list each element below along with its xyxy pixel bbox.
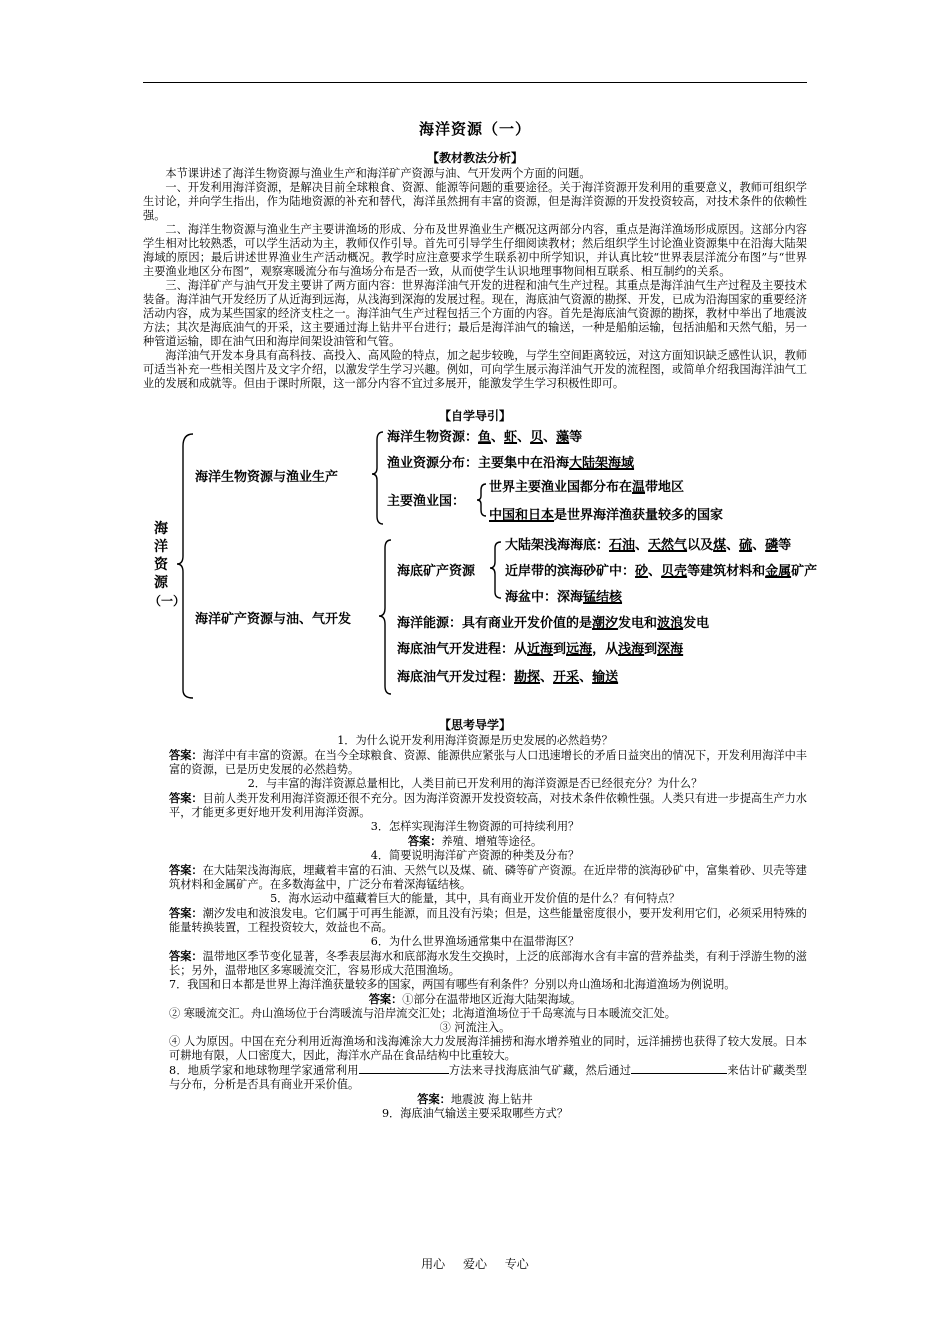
paragraph: 三、海洋矿产与油气开发主要讲了两方面内容：世界海洋油气开发的进程和油气生产过程。其重点是海洋油气生产过程及主要技术装备。海洋油气开发经历了从近海到远海，从浅海到深海的发展过程。现在，海底油气资源的勘探、开发，已成为沿海国家的重要经济活动内容，成为某些国家的经济支柱之一。海洋油气生产过程包括三个方面的内容。首先是海底油气资源的勘探，教材中举出了地震波方法；其次是海底油气的开采，这主要通过海上钻井平台进行；最后是海洋油气的输送，一种是船舶运输，包括油船和天然气船，另一种管道运输，即在油气田和海岸间架设油管和气管。 [143,279,807,348]
node-coastal-placer: 近岸带的滨海砂矿中：砂、贝壳等建筑材料和金属矿产 [505,564,818,579]
answer-4: 答案：在大陆架浅海海底，埋藏着丰富的石油、天然气以及煤、硫、磷等矿产资源。在近岸带的滨海砂矿中，富集着砂、贝壳等建筑材料和金属矿产。在多数海盆中，广泛分布着深海锰结核。 [169,863,807,891]
node-shelf-minerals: 大陆架浅海海底：石油、天然气以及煤、硫、磷等 [505,538,792,553]
node-fishery-distribution: 渔业资源分布：主要集中在沿海大陆架海域 [387,456,635,471]
branch-mineral: 海洋矿产资源与油、气开发 [195,612,352,627]
node-bio-resources: 海洋生物资源：鱼、虾、贝、藻等 [387,430,583,445]
paragraph: 本节课讲述了海洋生物资源与渔业生产和海洋矿产资源与油、气开发两个方面的问题。 [165,167,591,180]
node-oil-gas-process: 海底油气开发过程：勘探、开采、输送 [397,670,619,685]
blank-1[interactable] [359,1063,449,1074]
node-ocean-basin: 海盆中：深海锰结核 [505,590,623,605]
mineral-brace [379,540,391,694]
node-fishing-countries: 主要渔业国： [387,494,466,509]
answer-8: 答案：地震波 海上钻井 [417,1092,533,1106]
concept-diagram [143,428,818,700]
document-page [143,118,818,1121]
question-5: 5．海水运动中蕴藏着巨大的能量，其中，具有商业开发价值的是什么？有何特点？ [270,892,680,905]
root-brace [177,434,193,698]
section-heading-guide: 【自学导引】 [438,409,511,423]
answer-1: 答案：海洋中有丰富的资源。在当今全球粮食、资源、能源供应紧张与人口迅速增长的矛盾日益突出的情况下，开发利用海洋中丰富的资源，已是历史发展的必然趋势。 [169,748,807,776]
answer-5: 答案：潮汐发电和波浪发电。它们属于可再生能源，而且没有污染；但是，这些能量密度很小，要开发利用它们，必须采用特殊的能量转换装置，工程投资较大，效益也不高。 [169,906,807,934]
question-8: 8．地质学家和地球物理学家通常利用 方法来寻找海底油气矿藏，然后通过 来估计矿藏类型与分布，分析是否具有商业开采价值。 [169,1064,807,1091]
question-1: 1．为什么说开发利用海洋资源是历史发展的必然趋势？ [337,734,613,747]
node-oil-gas-progress: 海底油气开发进程：从近海到远海，从浅海到深海 [397,642,684,657]
fishery-brace [477,484,486,516]
question-2: 2．与丰富的海洋资源总量相比，人类目前已开发利用的海洋资源是否已经很充分？为什么？ [247,777,703,790]
answer-3: 答案：养殖、增殖等途径。 [407,834,543,848]
answer-7-4: ④ 人为原因。中国在充分利用近海渔场和浅海滩涂大力发展海洋捕捞和海水增养殖业的同时，远洋捕捞也获得了较大发展。日本可耕地有限，人口密度大，因此，海洋水产品在食品结构中比重较大。 [169,1035,807,1062]
node-ocean-energy: 海洋能源：具有商业开发价值的是潮汐发电和波浪发电 [397,616,710,631]
question-3: 3．怎样实现海洋生物资源的可持续利用？ [370,820,580,833]
answer-7-1: 答案：①部分在温带地区近海大陆架海域。 [368,992,582,1006]
answer-7-2: ② 寒暖流交汇。舟山渔场位于台湾暖流与沿岸流交汇处；北海道渔场位于千岛寒流与日本暖流交汇处。 [169,1007,676,1020]
node-seabed-minerals: 海底矿产资源 [397,564,476,579]
node-fishing-countries-1: 世界主要渔业国都分布在温带地区 [489,480,685,495]
header-rule [143,82,807,83]
diagram-root-label: 海 洋 资 源 （一） [149,521,186,608]
seabed-brace [490,542,501,598]
page-footer: 用心 爱心 专心 [421,1257,529,1271]
paragraph: 一、开发利用海洋资源，是解决目前全球粮食、资源、能源等问题的重要途径。关于海洋资源开发利用的重要意义，教师可组织学生讨论，并向学生指出，作为陆地资源的补充和替代，海洋虽然拥有丰富的资源，但是海洋资源的开发投资较高，对技术条件的依赖性强。 [143,181,807,222]
branch-bio: 海洋生物资源与渔业生产 [195,470,339,485]
node-fishing-countries-2: 中国和日本是世界海洋渔获量较多的国家 [489,508,724,523]
section-heading-questions: 【思考导学】 [438,718,511,732]
paragraph: 海洋油气开发本身具有高科技、高投入、高风险的特点，加之起步较晚，与学生空间距离较远，对这方面知识缺乏感性认识，教师可适当补充一些相关图片及文字介绍，以激发学生学习兴趣。例如，可向学生展示海洋油气开发的流程图，或简单介绍我国海洋油气工业的发展和成就等。但由于课时所限，这一部分内容不宜过多展开，能激发学生学习积极性即可。 [143,349,807,390]
page-title: 海洋资源（一） [418,120,531,138]
bio-brace [372,432,383,524]
blank-2[interactable] [631,1063,727,1074]
question-4: 4．简要说明海洋矿产资源的种类及分布？ [370,849,580,862]
paragraph: 二、海洋生物资源与渔业生产主要讲渔场的形成、分布及世界渔业生产概况这两部分内容，重点是海洋渔场形成原因。这部分内容学生相对比较熟悉，可以学生活动为主，教师仅作引导。首先可引导学生仔细阅读教材；然后组织学生讨论渔业资源集中在沿海大陆架海域的原因；最后讲述世界渔业生产活动概况。教学时应注意要求学生联系初中所学知识，并认真比较“世界表层洋流分布图”与“世界主要渔业地区分布图”，观察寒暖流分布与渔场分布是否一致，从而使学生认识地理事物间相互联系、相互制约的关系。 [143,223,807,278]
answer-7-3: ③ 河流注入。 [439,1021,511,1034]
question-9: 9．海底油气输送主要采取哪些方式？ [381,1107,569,1120]
question-6: 6．为什么世界渔场通常集中在温带海区？ [370,935,580,948]
answer-2: 答案：目前人类开发利用海洋资源还很不充分。因为海洋资源开发投资较高，对技术条件依赖性强。人类只有进一步提高生产力水平，才能更多更好地开发利用海洋资源。 [169,791,807,819]
question-7: 7．我国和日本都是世界上海洋渔获量较多的国家，两国有哪些有利条件？分别以舟山渔场和北海道渔场为例说明。 [169,978,736,991]
section-heading-analysis: 【教材教法分析】 [426,151,523,165]
answer-6: 答案：温带地区季节变化显著，冬季表层海水和底部海水发生交换时，上泛的底部海水含有丰富的营养盐类，有利于浮游生物的滋长；另外，温带地区多寒暖流交汇，容易形成大范围渔场。 [169,949,807,977]
